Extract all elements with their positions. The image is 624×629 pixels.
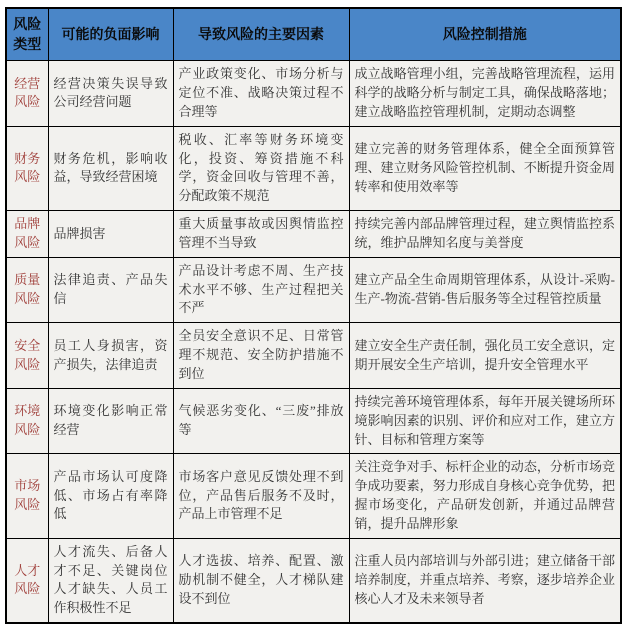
risk-type-cell: 质量风险 — [6, 257, 48, 323]
risk-table — [5, 7, 622, 624]
impact-cell: 人才流失、后备人才不足、关键岗位人才缺失、人员工作积极性不足 — [48, 538, 173, 623]
factors-cell: 人才选拔、培养、配置、激励机制不健全，人才梯队建设不到位 — [173, 538, 349, 623]
header-row — [6, 8, 621, 61]
risk-type-cell: 财务风险 — [6, 126, 48, 210]
controls-cell: 建立安全生产责任制，强化员工安全意识，定期开展安全生产培训，提升安全管理水平 — [349, 323, 621, 389]
factors-cell: 税收、汇率等财务环境变化，投资、筹资措施不科学，资金回收与管理不善，分配政策不规范 — [173, 126, 349, 210]
header-risk-type: 风险类型 — [6, 8, 48, 61]
impact-cell: 品牌损害 — [48, 211, 173, 258]
table-row-talent-risk — [6, 538, 621, 623]
table-row-market-risk — [6, 454, 621, 538]
impact-cell: 环境变化影响正常经营 — [48, 388, 173, 454]
impact-cell: 财务危机，影响收益，导致经营困境 — [48, 126, 173, 210]
risk-type-cell: 环境风险 — [6, 388, 48, 454]
controls-cell: 建立产品全生命周期管理体系，从设计-采购-生产-物流-营销-售后服务等全过程管控质量 — [349, 257, 621, 323]
impact-cell: 产品市场认可度降低、市场占有率降低 — [48, 454, 173, 538]
risk-type-cell: 安全风险 — [6, 323, 48, 389]
risk-type-cell: 市场风险 — [6, 454, 48, 538]
table-row-environment-risk — [6, 388, 621, 454]
factors-cell: 产品设计考虑不周、生产技术水平不够、生产过程把关不严 — [173, 257, 349, 323]
factors-cell: 重大质量事故或因舆情监控管理不当导致 — [173, 211, 349, 258]
factors-cell: 产业政策变化、市场分析与定位不准、战略决策过程不合理等 — [173, 61, 349, 127]
table-row-brand-risk — [6, 211, 621, 258]
factors-cell: 全员安全意识不足、日常管理不规范、安全防护措施不到位 — [173, 323, 349, 389]
risk-type-cell: 人才风险 — [6, 538, 48, 623]
table-row-quality-risk — [6, 257, 621, 323]
risk-type-cell: 经营风险 — [6, 61, 48, 127]
header-main-factors: 导致风险的主要因素 — [173, 8, 349, 61]
table-body — [6, 61, 621, 623]
impact-cell: 法律追责、产品失信 — [48, 257, 173, 323]
controls-cell: 成立战略管理小组，完善战略管理流程，运用科学的战略分析与制定工具，确保战略落地；建立战略监控管理机制，定期动态调整 — [349, 61, 621, 127]
header-control-measures: 风险控制措施 — [349, 8, 621, 61]
impact-cell: 经营决策失误导致公司经营问题 — [48, 61, 173, 127]
controls-cell: 关注竞争对手、标杆企业的动态，分析市场竞争成功要素，努力形成自身核心竞争优势，把握市场变化，产品研发创新，并通过品牌营销，提升品牌形象 — [349, 454, 621, 538]
controls-cell: 持续完善内部品牌管理过程，建立舆情监控系统，维护品牌知名度与美誉度 — [349, 211, 621, 258]
table-header — [6, 8, 621, 61]
factors-cell: 气候恶劣变化、“三废”排放等 — [173, 388, 349, 454]
header-negative-impact: 可能的负面影响 — [48, 8, 173, 61]
controls-cell: 持续完善环境管理体系，每年开展关键场所环境影响因素的识别、评价和应对工作，建立方针、目标和管理方案等 — [349, 388, 621, 454]
controls-cell: 建立完善的财务管理体系，健全全面预算管理、建立财务风险管控机制、不断提升资金周转率和使用效率等 — [349, 126, 621, 210]
impact-cell: 员工人身损害，资产损失，法律追责 — [48, 323, 173, 389]
table-row-operation-risk — [6, 61, 621, 127]
factors-cell: 市场客户意见反馈处理不到位，产品售后服务不及时，产品上市管理不足 — [173, 454, 349, 538]
table-row-safety-risk — [6, 323, 621, 389]
table-row-financial-risk — [6, 126, 621, 210]
risk-type-cell: 品牌风险 — [6, 211, 48, 258]
controls-cell: 注重人员内部培训与外部引进；建立储备干部培养制度，并重点培养、考察，逐步培养企业核心人才及未来领导者 — [349, 538, 621, 623]
